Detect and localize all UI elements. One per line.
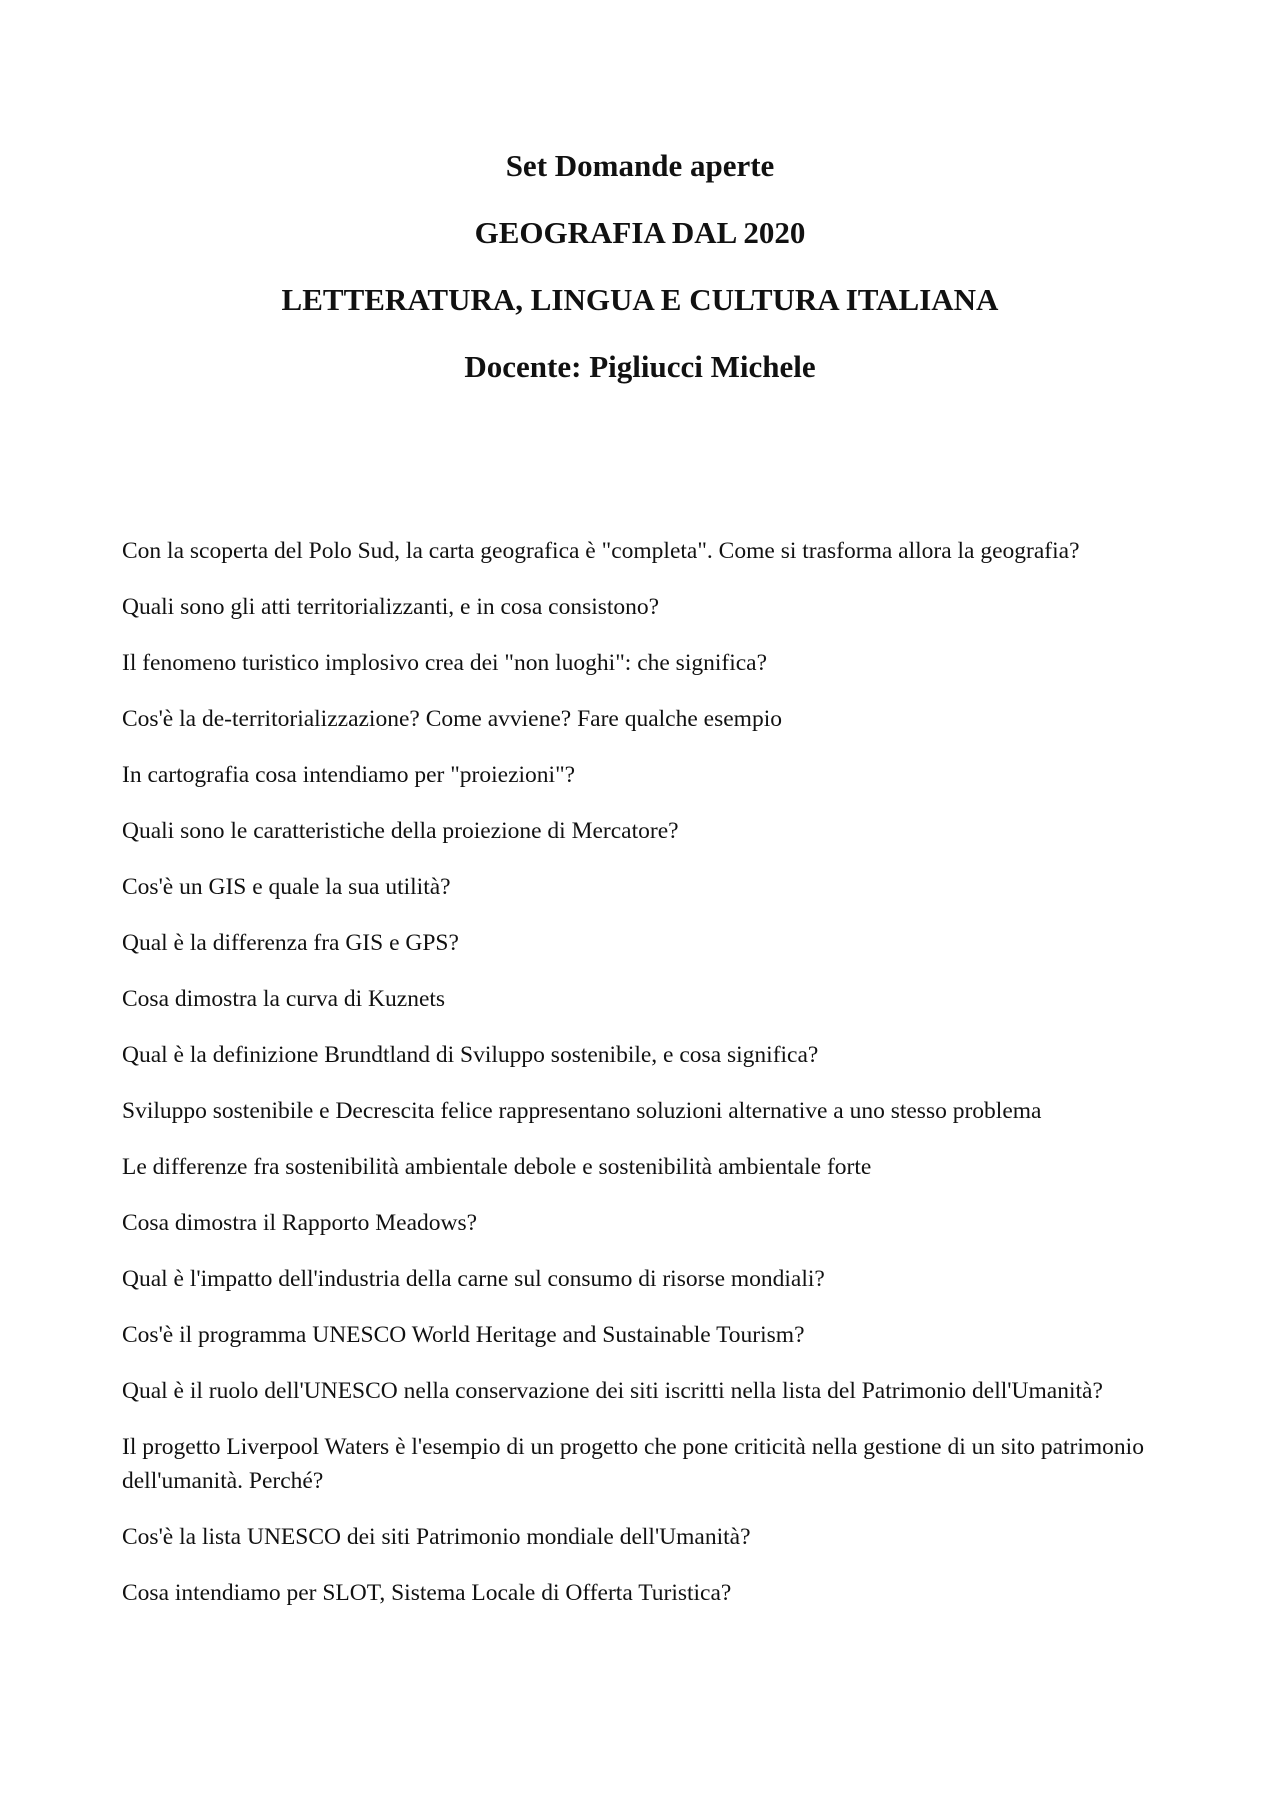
question-item: Sviluppo sostenibile e Decrescita felice rappresentano soluzioni alternative a uno stesso problema [122,1098,1042,1124]
question-item: Cos'è il programma UNESCO World Heritage and Sustainable Tourism? [122,1322,805,1348]
question-item: Quali sono le caratteristiche della proiezione di Mercatore? [122,818,679,844]
question-item: Quali sono gli atti territorializzanti, e in cosa consistono? [122,594,660,620]
question-item: Qual è il ruolo dell'UNESCO nella conservazione dei siti iscritti nella lista del Patrimonio dell'Umanità? [122,1378,1103,1404]
document-title: Set Domande aperte [505,148,775,183]
question-item: Qual è la definizione Brundtland di Sviluppo sostenibile, e cosa significa? [122,1042,819,1068]
question-item: Cosa dimostra il Rapporto Meadows? [122,1210,478,1236]
question-item: Cos'è un GIS e quale la sua utilità? [122,874,451,900]
question-item: Con la scoperta del Polo Sud, la carta geografica è "completa". Come si trasforma allora la geografia? [122,538,1080,564]
teacher-name: Docente: Pigliucci Michele [464,349,816,384]
question-item: Qual è la differenza fra GIS e GPS? [122,930,459,956]
question-item: Il progetto Liverpool Waters è l'esempio di un progetto che pone criticità nella gestione di un sito patrimonio dell'umanità. Perché? [122,1434,1144,1494]
question-item: Il fenomeno turistico implosivo crea dei "non luoghi": che significa? [122,650,768,676]
question-item: Cos'è la lista UNESCO dei siti Patrimonio mondiale dell'Umanità? [122,1524,751,1550]
question-item: Cosa intendiamo per SLOT, Sistema Locale di Offerta Turistica? [122,1580,732,1606]
question-item: Le differenze fra sostenibilità ambientale debole e sostenibilità ambientale forte [122,1154,872,1180]
course-program: LETTERATURA, LINGUA E CULTURA ITALIANA [281,282,999,317]
course-subject: GEOGRAFIA DAL 2020 [474,215,806,250]
question-item: In cartografia cosa intendiamo per "proiezioni"? [122,762,576,788]
question-list [122,534,1162,1632]
document-header [0,148,1280,416]
question-item: Qual è l'impatto dell'industria della carne sul consumo di risorse mondiali? [122,1266,825,1292]
question-item: Cos'è la de-territorializzazione? Come avviene? Fare qualche esempio [122,706,782,732]
question-item: Cosa dimostra la curva di Kuznets [122,986,446,1012]
